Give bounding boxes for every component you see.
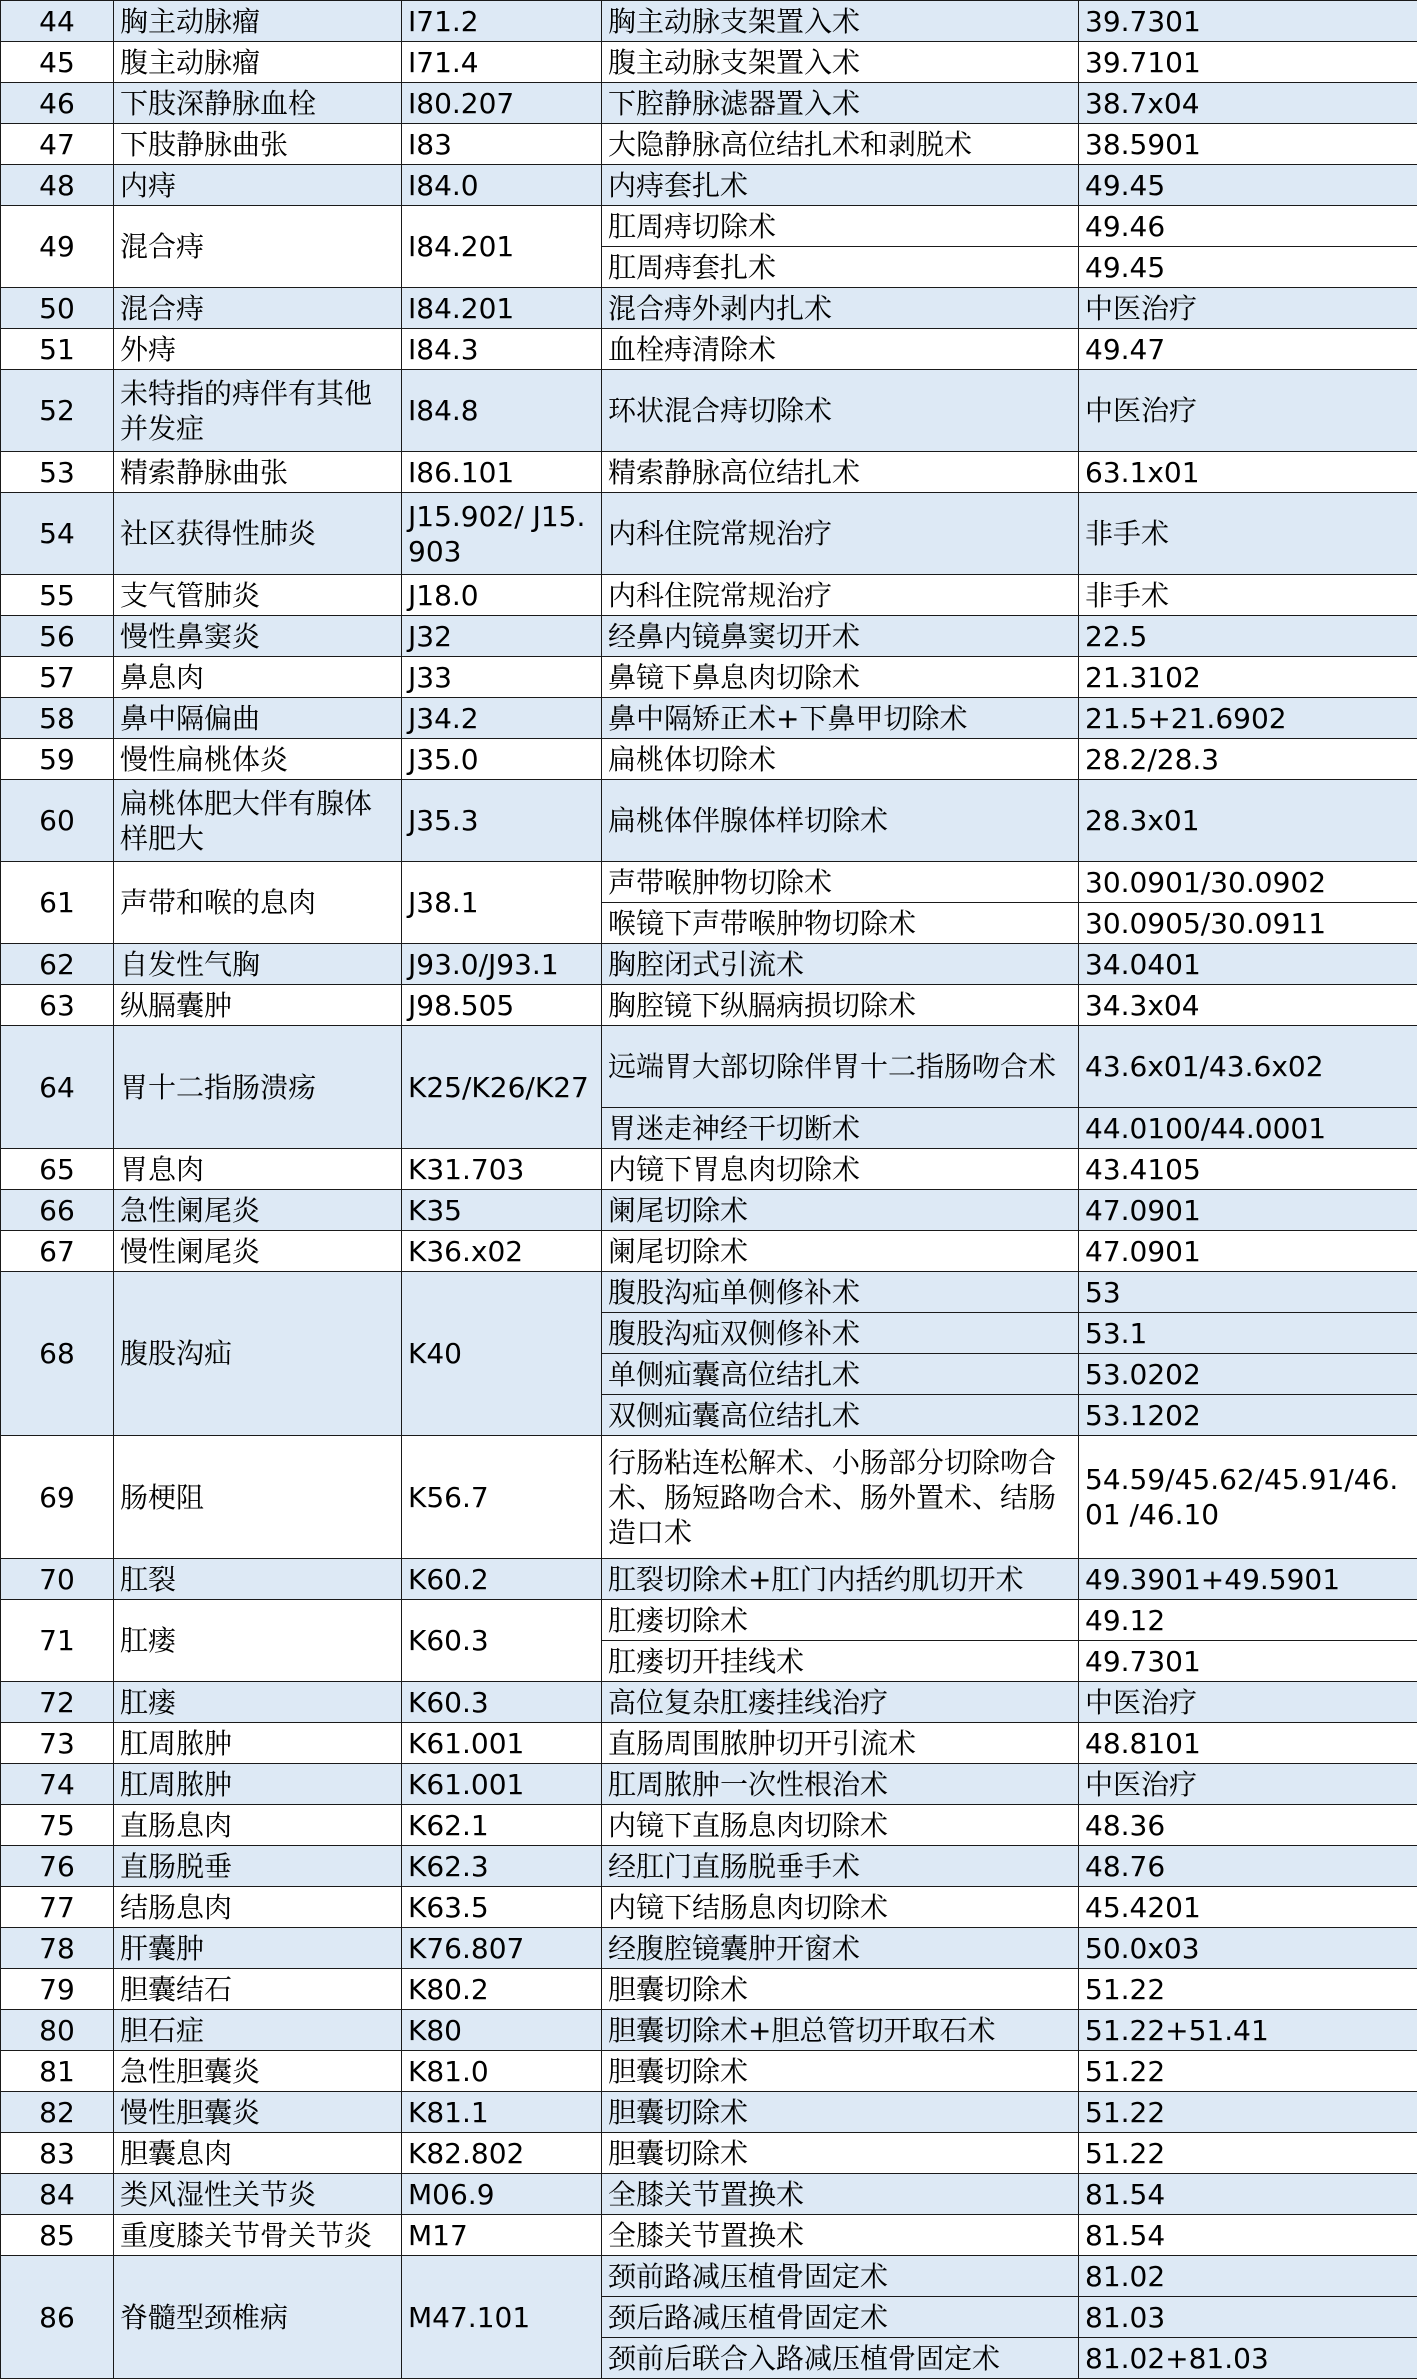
disease-name: 肛瘘 — [114, 1600, 402, 1682]
procedure-code: 非手术 — [1079, 575, 1417, 616]
row-number: 60 — [1, 780, 114, 862]
procedure-name: 经腹腔镜囊肿开窗术 — [602, 1928, 1079, 1969]
procedure-name: 全膝关节置换术 — [602, 2174, 1079, 2215]
disease-name: 直肠息肉 — [114, 1805, 402, 1846]
table-row — [1, 575, 1417, 616]
procedure-code: 81.02 — [1079, 2256, 1417, 2297]
icd-code: J33 — [402, 657, 602, 698]
procedure-name: 环状混合痔切除术 — [602, 370, 1079, 452]
table-row — [1, 1231, 1417, 1272]
procedure-code: 48.76 — [1079, 1846, 1417, 1887]
procedure-name: 肛瘘切开挂线术 — [602, 1641, 1079, 1682]
icd-code: J15.902/ J15.903 — [402, 493, 602, 575]
disease-name: 急性胆囊炎 — [114, 2051, 402, 2092]
disease-name: 慢性扁桃体炎 — [114, 739, 402, 780]
icd-code: J35.3 — [402, 780, 602, 862]
procedure-code: 43.4105 — [1079, 1149, 1417, 1190]
procedure-name: 胆囊切除术 — [602, 2051, 1079, 2092]
icd-code: J38.1 — [402, 862, 602, 944]
icd-code: K31.703 — [402, 1149, 602, 1190]
procedure-name: 阑尾切除术 — [602, 1231, 1079, 1272]
table-row — [1, 1969, 1417, 2010]
disease-name: 慢性胆囊炎 — [114, 2092, 402, 2133]
procedure-name: 经肛门直肠脱垂手术 — [602, 1846, 1079, 1887]
icd-code: K35 — [402, 1190, 602, 1231]
row-number: 84 — [1, 2174, 114, 2215]
icd-code: K62.1 — [402, 1805, 602, 1846]
disease-name: 肛裂 — [114, 1559, 402, 1600]
icd-code: J32 — [402, 616, 602, 657]
procedure-code: 63.1x01 — [1079, 452, 1417, 493]
row-number: 61 — [1, 862, 114, 944]
procedure-name: 鼻中隔矫正术+下鼻甲切除术 — [602, 698, 1079, 739]
table-row — [1, 657, 1417, 698]
procedure-code: 49.47 — [1079, 329, 1417, 370]
icd-code: J34.2 — [402, 698, 602, 739]
disease-name: 纵膈囊肿 — [114, 985, 402, 1026]
procedure-name: 颈后路减压植骨固定术 — [602, 2297, 1079, 2338]
row-number: 59 — [1, 739, 114, 780]
icd-code: K40 — [402, 1272, 602, 1436]
disease-name: 慢性鼻窦炎 — [114, 616, 402, 657]
disease-name: 鼻息肉 — [114, 657, 402, 698]
procedure-code: 中医治疗 — [1079, 1764, 1417, 1805]
procedure-name: 内科住院常规治疗 — [602, 575, 1079, 616]
procedure-name: 肛周脓肿一次性根治术 — [602, 1764, 1079, 1805]
procedure-code: 51.22 — [1079, 2133, 1417, 2174]
table-row — [1, 944, 1417, 985]
icd-code: K80.2 — [402, 1969, 602, 2010]
row-number: 51 — [1, 329, 114, 370]
disease-name: 类风湿性关节炎 — [114, 2174, 402, 2215]
row-number: 63 — [1, 985, 114, 1026]
procedure-code: 44.0100/44.0001 — [1079, 1108, 1417, 1149]
procedure-name: 胸腔闭式引流术 — [602, 944, 1079, 985]
disease-name: 声带和喉的息肉 — [114, 862, 402, 944]
row-number: 72 — [1, 1682, 114, 1723]
table-row — [1, 2092, 1417, 2133]
row-number: 73 — [1, 1723, 114, 1764]
procedure-code: 53.1 — [1079, 1313, 1417, 1354]
procedure-name: 肛裂切除术+肛门内括约肌切开术 — [602, 1559, 1079, 1600]
procedure-name: 肛瘘切除术 — [602, 1600, 1079, 1641]
disease-name: 精索静脉曲张 — [114, 452, 402, 493]
icd-code: K25/K26/K27 — [402, 1026, 602, 1149]
table-row — [1, 698, 1417, 739]
icd-code: K81.1 — [402, 2092, 602, 2133]
table-row — [1, 739, 1417, 780]
procedure-code: 30.0905/30.0911 — [1079, 903, 1417, 944]
disease-name: 混合痔 — [114, 206, 402, 288]
icd-code: K62.3 — [402, 1846, 602, 1887]
procedure-name: 内镜下胃息肉切除术 — [602, 1149, 1079, 1190]
icd-code: K76.807 — [402, 1928, 602, 1969]
procedure-code: 39.7301 — [1079, 1, 1417, 42]
table-row — [1, 288, 1417, 329]
icd-code: M06.9 — [402, 2174, 602, 2215]
table-body — [1, 1, 1417, 2379]
row-number: 80 — [1, 2010, 114, 2051]
procedure-name: 胸主动脉支架置入术 — [602, 1, 1079, 42]
row-number: 52 — [1, 370, 114, 452]
icd-code: I84.201 — [402, 288, 602, 329]
row-number: 75 — [1, 1805, 114, 1846]
icd-code: K60.2 — [402, 1559, 602, 1600]
row-number: 48 — [1, 165, 114, 206]
procedure-name: 胆囊切除术 — [602, 2092, 1079, 2133]
row-number: 58 — [1, 698, 114, 739]
table-row — [1, 1805, 1417, 1846]
procedure-code: 49.7301 — [1079, 1641, 1417, 1682]
procedure-code: 43.6x01/43.6x02 — [1079, 1026, 1417, 1108]
table-row — [1, 329, 1417, 370]
icd-code: K80 — [402, 2010, 602, 2051]
table-row — [1, 985, 1417, 1026]
icd-code: I84.3 — [402, 329, 602, 370]
procedure-code: 34.3x04 — [1079, 985, 1417, 1026]
procedure-name: 胆囊切除术 — [602, 2133, 1079, 2174]
procedure-name: 内镜下直肠息肉切除术 — [602, 1805, 1079, 1846]
procedure-name: 胸腔镜下纵膈病损切除术 — [602, 985, 1079, 1026]
table-row — [1, 1436, 1417, 1559]
disease-name: 未特指的痔伴有其他并发症 — [114, 370, 402, 452]
procedure-code: 22.5 — [1079, 616, 1417, 657]
table-row — [1, 2215, 1417, 2256]
procedure-name: 腹主动脉支架置入术 — [602, 42, 1079, 83]
table-row — [1, 83, 1417, 124]
icd-code: I80.207 — [402, 83, 602, 124]
procedure-code: 中医治疗 — [1079, 1682, 1417, 1723]
table-row — [1, 1887, 1417, 1928]
row-number: 45 — [1, 42, 114, 83]
row-number: 47 — [1, 124, 114, 165]
disease-name: 肛周脓肿 — [114, 1764, 402, 1805]
row-number: 69 — [1, 1436, 114, 1559]
icd-code: J93.0/J93.1 — [402, 944, 602, 985]
procedure-code: 30.0901/30.0902 — [1079, 862, 1417, 903]
procedure-name: 扁桃体伴腺体样切除术 — [602, 780, 1079, 862]
table-row — [1, 1764, 1417, 1805]
procedure-name: 行肠粘连松解术、小肠部分切除吻合术、肠短路吻合术、肠外置术、结肠造口术 — [602, 1436, 1079, 1559]
procedure-code: 53.0202 — [1079, 1354, 1417, 1395]
row-number: 78 — [1, 1928, 114, 1969]
table-row — [1, 206, 1417, 247]
procedure-code: 21.3102 — [1079, 657, 1417, 698]
procedure-name: 大隐静脉高位结扎术和剥脱术 — [602, 124, 1079, 165]
table-row — [1, 1682, 1417, 1723]
table-row — [1, 1190, 1417, 1231]
procedure-name: 血栓痔清除术 — [602, 329, 1079, 370]
row-number: 49 — [1, 206, 114, 288]
disease-name: 肛周脓肿 — [114, 1723, 402, 1764]
disease-name: 下肢深静脉血栓 — [114, 83, 402, 124]
procedure-code: 53.1202 — [1079, 1395, 1417, 1436]
procedure-code: 49.45 — [1079, 247, 1417, 288]
disease-name: 脊髓型颈椎病 — [114, 2256, 402, 2379]
procedure-name: 单侧疝囊高位结扎术 — [602, 1354, 1079, 1395]
procedure-name: 内镜下结肠息肉切除术 — [602, 1887, 1079, 1928]
disease-name: 下肢静脉曲张 — [114, 124, 402, 165]
icd-code: I84.0 — [402, 165, 602, 206]
procedure-name: 阑尾切除术 — [602, 1190, 1079, 1231]
disease-name: 胆囊结石 — [114, 1969, 402, 2010]
procedure-code: 28.3x01 — [1079, 780, 1417, 862]
procedure-code: 49.45 — [1079, 165, 1417, 206]
procedure-name: 肛周痔套扎术 — [602, 247, 1079, 288]
procedure-code: 34.0401 — [1079, 944, 1417, 985]
table-row — [1, 1559, 1417, 1600]
procedure-code: 48.8101 — [1079, 1723, 1417, 1764]
procedure-code: 53 — [1079, 1272, 1417, 1313]
row-number: 65 — [1, 1149, 114, 1190]
row-number: 56 — [1, 616, 114, 657]
disease-name: 鼻中隔偏曲 — [114, 698, 402, 739]
procedure-code: 45.4201 — [1079, 1887, 1417, 1928]
disease-name: 外痔 — [114, 329, 402, 370]
table-row — [1, 1723, 1417, 1764]
procedure-code: 49.3901+49.5901 — [1079, 1559, 1417, 1600]
icd-code: K60.3 — [402, 1600, 602, 1682]
icd-code: I71.2 — [402, 1, 602, 42]
procedure-name: 颈前路减压植骨固定术 — [602, 2256, 1079, 2297]
procedure-name: 下腔静脉滤器置入术 — [602, 83, 1079, 124]
procedure-name: 腹股沟疝双侧修补术 — [602, 1313, 1079, 1354]
row-number: 55 — [1, 575, 114, 616]
procedure-code: 39.7101 — [1079, 42, 1417, 83]
procedure-code: 49.12 — [1079, 1600, 1417, 1641]
procedure-code: 中医治疗 — [1079, 370, 1417, 452]
procedure-name: 胆囊切除术 — [602, 1969, 1079, 2010]
disease-name: 肝囊肿 — [114, 1928, 402, 1969]
procedure-code: 50.0x03 — [1079, 1928, 1417, 1969]
procedure-code: 28.2/28.3 — [1079, 739, 1417, 780]
procedure-code: 中医治疗 — [1079, 288, 1417, 329]
row-number: 74 — [1, 1764, 114, 1805]
disease-name: 胸主动脉瘤 — [114, 1, 402, 42]
disease-name: 慢性阑尾炎 — [114, 1231, 402, 1272]
row-number: 82 — [1, 2092, 114, 2133]
procedure-name: 直肠周围脓肿切开引流术 — [602, 1723, 1079, 1764]
table-row — [1, 1, 1417, 42]
procedure-code: 51.22 — [1079, 1969, 1417, 2010]
procedure-code: 81.54 — [1079, 2174, 1417, 2215]
disease-name: 社区获得性肺炎 — [114, 493, 402, 575]
row-number: 44 — [1, 1, 114, 42]
row-number: 70 — [1, 1559, 114, 1600]
icd-code: K56.7 — [402, 1436, 602, 1559]
row-number: 46 — [1, 83, 114, 124]
icd-code: J98.505 — [402, 985, 602, 1026]
disease-name: 支气管肺炎 — [114, 575, 402, 616]
procedure-name: 双侧疝囊高位结扎术 — [602, 1395, 1079, 1436]
icd-code: K82.802 — [402, 2133, 602, 2174]
table-row — [1, 1026, 1417, 1108]
procedure-code: 51.22+51.41 — [1079, 2010, 1417, 2051]
procedure-name: 胃迷走神经干切断术 — [602, 1108, 1079, 1149]
table-row — [1, 2256, 1417, 2297]
procedure-code: 81.54 — [1079, 2215, 1417, 2256]
icd-code: K61.001 — [402, 1764, 602, 1805]
table-row — [1, 1272, 1417, 1313]
row-number: 54 — [1, 493, 114, 575]
procedure-name: 喉镜下声带喉肿物切除术 — [602, 903, 1079, 944]
procedure-name: 高位复杂肛瘘挂线治疗 — [602, 1682, 1079, 1723]
procedure-code: 非手术 — [1079, 493, 1417, 575]
procedure-code: 47.0901 — [1079, 1190, 1417, 1231]
disease-name: 胃十二指肠溃疡 — [114, 1026, 402, 1149]
disease-name: 急性阑尾炎 — [114, 1190, 402, 1231]
icd-code: K81.0 — [402, 2051, 602, 2092]
icd-code: K36.x02 — [402, 1231, 602, 1272]
procedure-code: 81.02+81.03 — [1079, 2338, 1417, 2379]
disease-name: 腹股沟疝 — [114, 1272, 402, 1436]
table-row — [1, 370, 1417, 452]
disease-name: 扁桃体肥大伴有腺体样肥大 — [114, 780, 402, 862]
icd-code: I83 — [402, 124, 602, 165]
row-number: 86 — [1, 2256, 114, 2379]
table-row — [1, 493, 1417, 575]
icd-code: I84.8 — [402, 370, 602, 452]
procedure-name: 颈前后联合入路减压植骨固定术 — [602, 2338, 1079, 2379]
row-number: 83 — [1, 2133, 114, 2174]
procedure-code: 51.22 — [1079, 2051, 1417, 2092]
table-row — [1, 1928, 1417, 1969]
disease-name: 胆石症 — [114, 2010, 402, 2051]
row-number: 79 — [1, 1969, 114, 2010]
icd-code: M17 — [402, 2215, 602, 2256]
procedure-code: 81.03 — [1079, 2297, 1417, 2338]
icd-code: I86.101 — [402, 452, 602, 493]
procedure-name: 经鼻内镜鼻窦切开术 — [602, 616, 1079, 657]
disease-name: 混合痔 — [114, 288, 402, 329]
disease-name: 自发性气胸 — [114, 944, 402, 985]
table-row — [1, 2133, 1417, 2174]
procedure-name: 声带喉肿物切除术 — [602, 862, 1079, 903]
disease-name: 结肠息肉 — [114, 1887, 402, 1928]
row-number: 62 — [1, 944, 114, 985]
row-number: 50 — [1, 288, 114, 329]
row-number: 64 — [1, 1026, 114, 1149]
table-row — [1, 165, 1417, 206]
disease-name: 内痔 — [114, 165, 402, 206]
procedure-name: 全膝关节置换术 — [602, 2215, 1079, 2256]
icd-code: M47.101 — [402, 2256, 602, 2379]
table-row — [1, 1149, 1417, 1190]
procedure-code: 38.5901 — [1079, 124, 1417, 165]
table-row — [1, 1600, 1417, 1641]
icd-code: J18.0 — [402, 575, 602, 616]
row-number: 71 — [1, 1600, 114, 1682]
table-row — [1, 862, 1417, 903]
procedure-name: 肛周痔切除术 — [602, 206, 1079, 247]
procedure-name: 扁桃体切除术 — [602, 739, 1079, 780]
disease-name: 肠梗阻 — [114, 1436, 402, 1559]
icd-code: K61.001 — [402, 1723, 602, 1764]
table-row — [1, 42, 1417, 83]
procedure-code: 49.46 — [1079, 206, 1417, 247]
disease-name: 胃息肉 — [114, 1149, 402, 1190]
procedure-name: 内科住院常规治疗 — [602, 493, 1079, 575]
row-number: 57 — [1, 657, 114, 698]
row-number: 81 — [1, 2051, 114, 2092]
procedure-code: 38.7x04 — [1079, 83, 1417, 124]
disease-name: 腹主动脉瘤 — [114, 42, 402, 83]
row-number: 77 — [1, 1887, 114, 1928]
icd-code: J35.0 — [402, 739, 602, 780]
row-number: 85 — [1, 2215, 114, 2256]
procedure-name: 内痔套扎术 — [602, 165, 1079, 206]
table-row — [1, 616, 1417, 657]
procedure-name: 腹股沟疝单侧修补术 — [602, 1272, 1079, 1313]
procedure-name: 远端胃大部切除伴胃十二指肠吻合术 — [602, 1026, 1079, 1108]
row-number: 76 — [1, 1846, 114, 1887]
procedure-code: 48.36 — [1079, 1805, 1417, 1846]
table-row — [1, 2010, 1417, 2051]
table-row — [1, 780, 1417, 862]
table-row — [1, 1846, 1417, 1887]
procedure-code: 47.0901 — [1079, 1231, 1417, 1272]
icd-code: I71.4 — [402, 42, 602, 83]
procedure-name: 精索静脉高位结扎术 — [602, 452, 1079, 493]
procedure-name: 鼻镜下鼻息肉切除术 — [602, 657, 1079, 698]
disease-name: 胆囊息肉 — [114, 2133, 402, 2174]
table-row — [1, 124, 1417, 165]
table-row — [1, 452, 1417, 493]
procedure-name: 混合痔外剥内扎术 — [602, 288, 1079, 329]
procedure-code: 54.59/45.62/45.91/46.01 /46.10 — [1079, 1436, 1417, 1559]
procedure-code: 21.5+21.6902 — [1079, 698, 1417, 739]
row-number: 66 — [1, 1190, 114, 1231]
row-number: 53 — [1, 452, 114, 493]
icd-code: I84.201 — [402, 206, 602, 288]
row-number: 68 — [1, 1272, 114, 1436]
procedure-code: 51.22 — [1079, 2092, 1417, 2133]
icd-code: K63.5 — [402, 1887, 602, 1928]
disease-name: 肛瘘 — [114, 1682, 402, 1723]
disease-name: 重度膝关节骨关节炎 — [114, 2215, 402, 2256]
disease-name: 直肠脱垂 — [114, 1846, 402, 1887]
row-number: 67 — [1, 1231, 114, 1272]
procedure-name: 胆囊切除术+胆总管切开取石术 — [602, 2010, 1079, 2051]
table-row — [1, 2174, 1417, 2215]
table-row — [1, 2051, 1417, 2092]
icd-code: K60.3 — [402, 1682, 602, 1723]
